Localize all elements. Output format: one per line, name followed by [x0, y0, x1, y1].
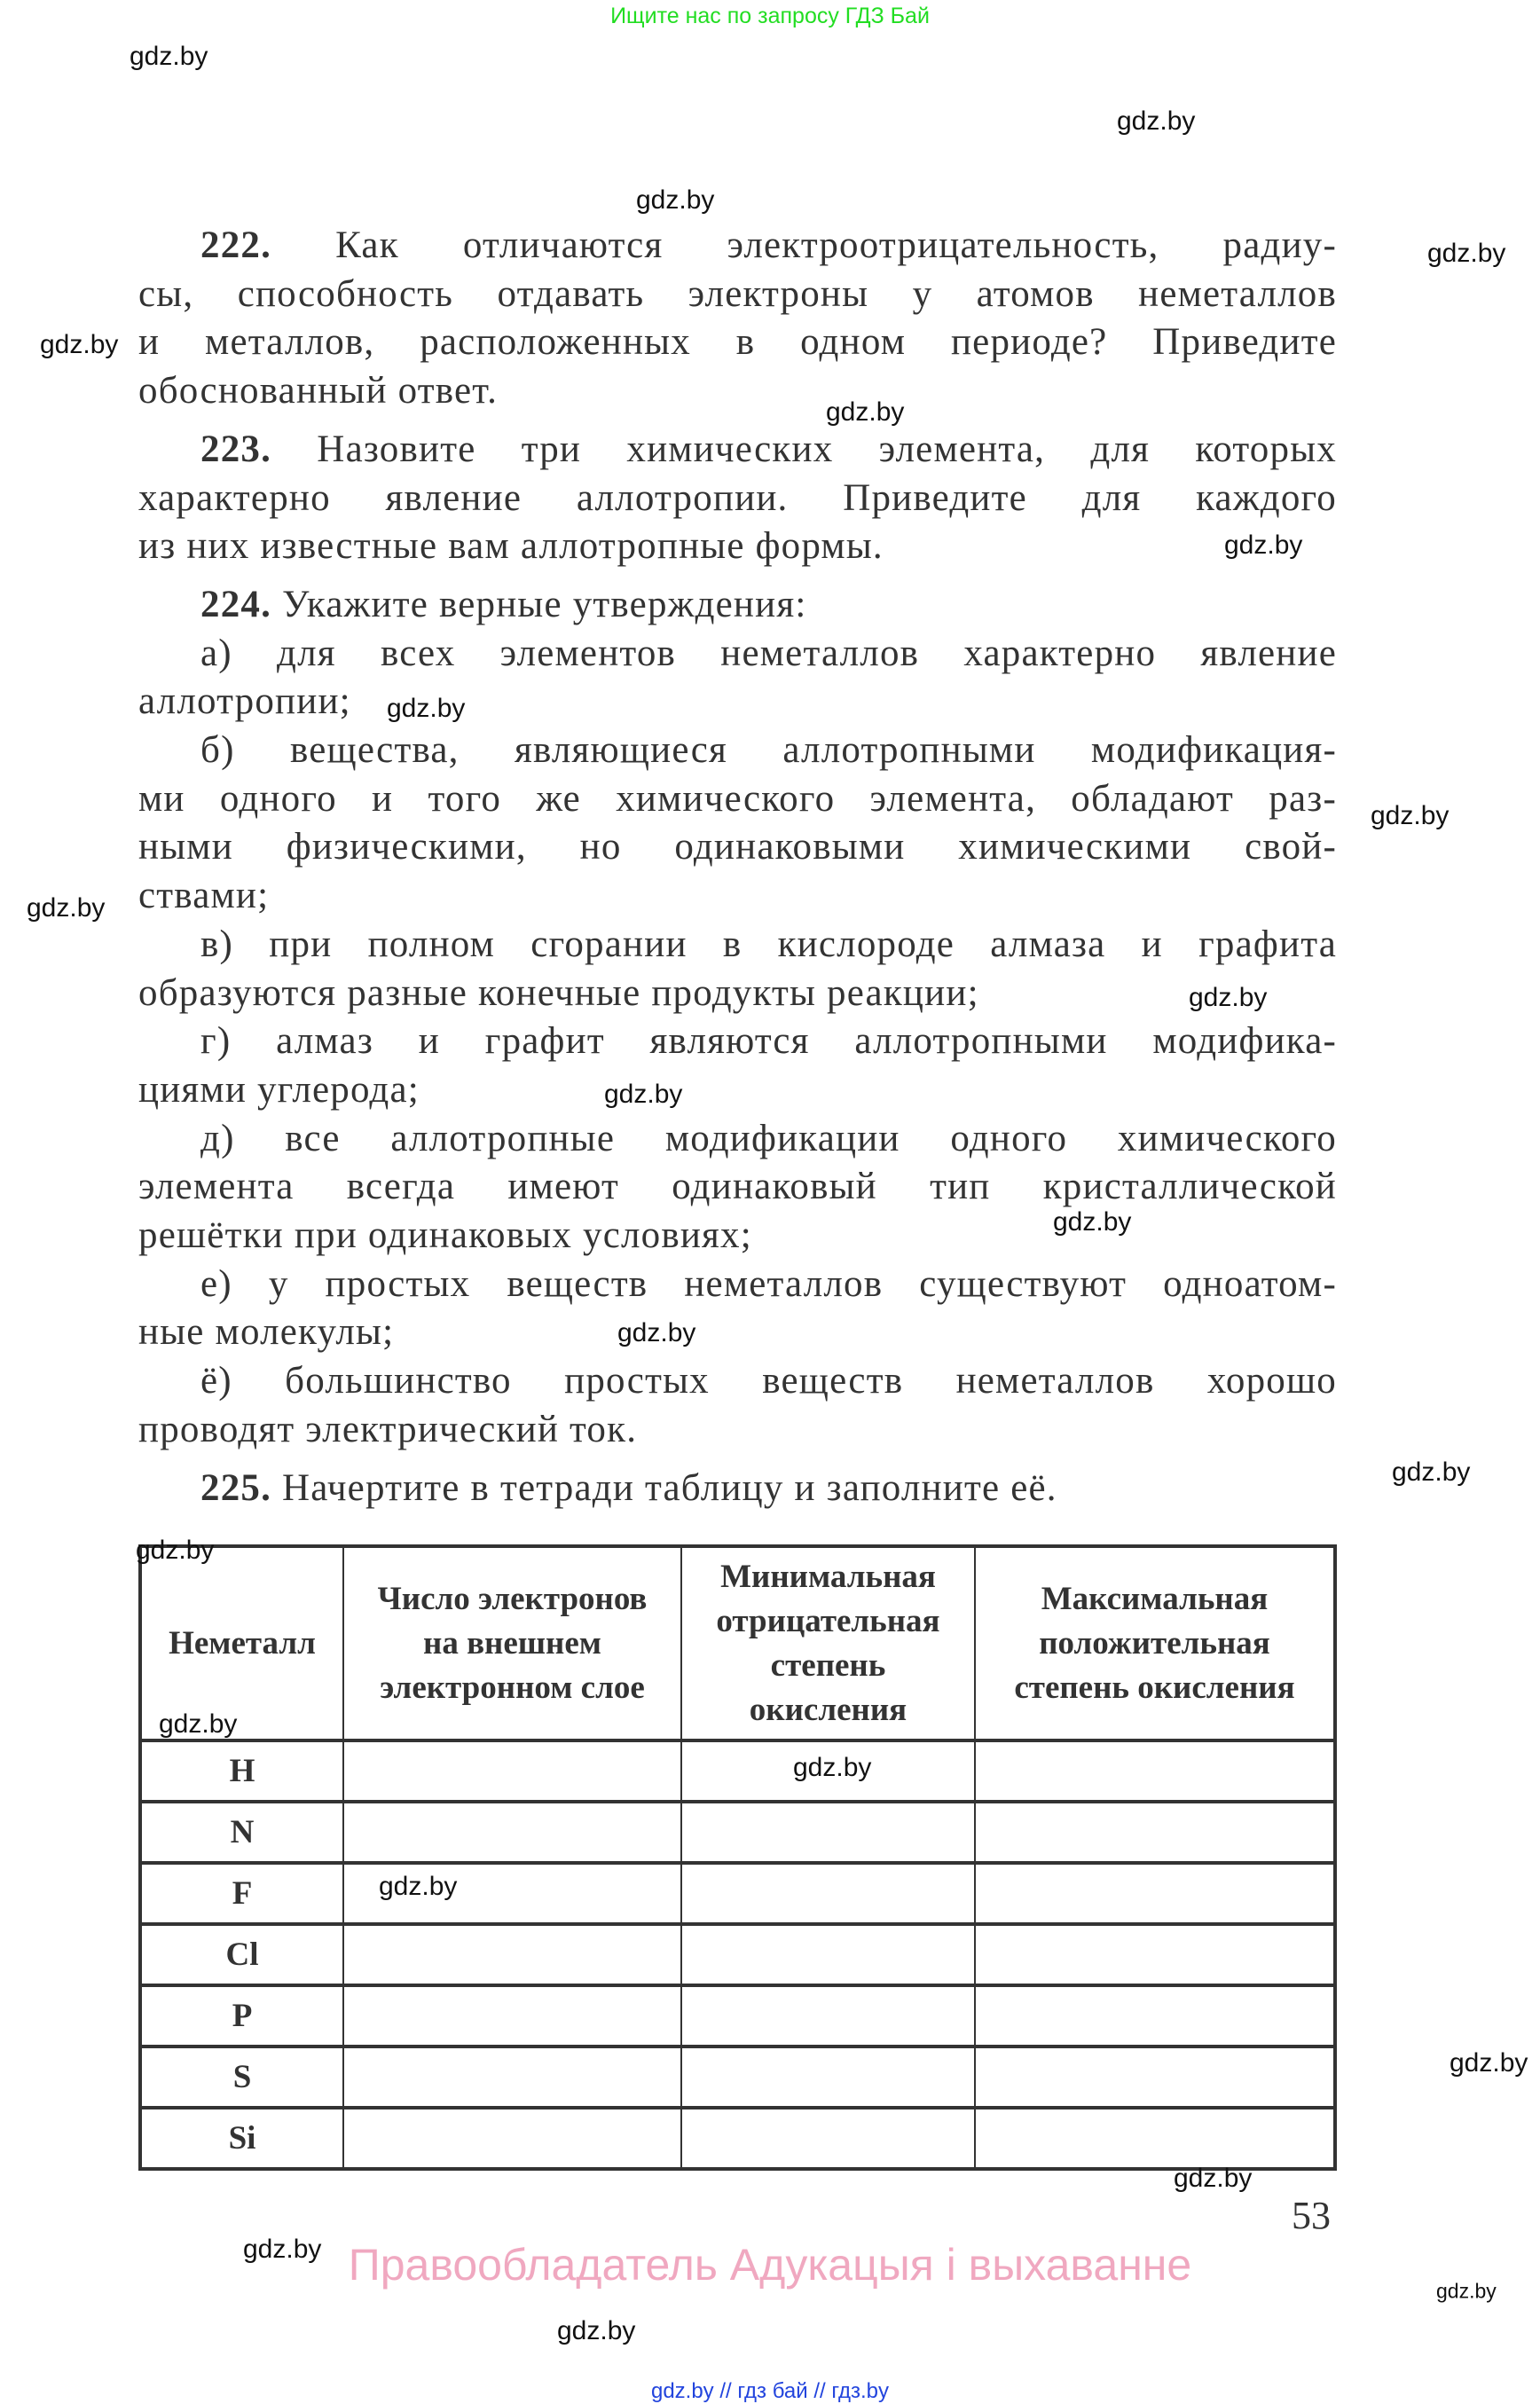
watermark: gdz.by	[1450, 2048, 1528, 2078]
element-cell: N	[140, 1802, 343, 1863]
table-row	[140, 1985, 1335, 2047]
task-222: 222. Как отличаются электроотрицательность, радиу- сы, способность отдавать электроны у атомов неметаллов и металлов, расположенных в одном периоде? Приведите обоснованный ответ.	[138, 222, 1337, 416]
table-header-row	[140, 1546, 1335, 1740]
header-outer-electrons: Число электронов на внешнем электронном слое	[343, 1546, 681, 1740]
watermark: gdz.by	[1117, 106, 1196, 136]
watermark: gdz.by	[617, 1318, 696, 1347]
watermark: gdz.by	[159, 1709, 238, 1739]
watermark: gdz.by	[1436, 2279, 1497, 2303]
watermark: gdz.by	[40, 330, 119, 359]
watermark: gdz.by	[379, 1872, 458, 1901]
watermark: gdz.by	[1053, 1207, 1132, 1237]
task-number: 224.	[200, 583, 272, 625]
search-banner[interactable]: Ищите нас по запросу ГДЗ Бай	[610, 4, 930, 28]
task-number: 225.	[200, 1466, 272, 1509]
table-row	[140, 2108, 1335, 2169]
option-g: г) алмаз и графит являются аллотропными модифика- циями углерода;	[138, 1020, 1337, 1111]
watermark: gdz.by	[604, 1080, 683, 1109]
watermark: gdz.by	[1189, 983, 1268, 1012]
element-cell: H	[140, 1740, 343, 1802]
watermark: gdz.by	[1427, 239, 1506, 268]
option-yo: ё) большинство простых веществ неметаллов хорошо проводят электрический ток.	[138, 1360, 1337, 1450]
header-nonmetal: Неметалл	[140, 1546, 343, 1740]
exercise-text	[138, 222, 1337, 1522]
watermark: gdz.by	[136, 1536, 215, 1565]
option-v: в) при полном сгорании в кислороде алмаза и графита образуются разные конечные продукты реакции;	[138, 923, 1337, 1014]
watermark: gdz.by	[793, 1753, 872, 1782]
option-a: а) для всех элементов неметаллов характерно явление аллотропии;	[138, 632, 1337, 723]
option-b: б) вещества, являющиеся аллотропными модификация- ми одного и того же химического элемента, обладают раз- ными физическими, но одинаковыми химическими свой- ствами;	[138, 729, 1337, 917]
element-cell: Cl	[140, 1924, 343, 1985]
task-223: 223. Назовите три химических элемента, для которых характерно явление аллотропии. Приведите для каждого из них известные вам аллотропные формы.	[138, 426, 1337, 571]
table-row	[140, 1863, 1335, 1924]
element-cell: Si	[140, 2108, 343, 2169]
watermark: gdz.by	[27, 893, 106, 923]
watermark: gdz.by	[1224, 530, 1303, 560]
watermark: gdz.by	[387, 694, 466, 723]
task-225: 225. Начертите в тетради таблицу и заполните её.	[200, 1466, 1057, 1509]
nonmetals-table	[138, 1544, 1337, 2171]
watermark: gdz.by	[826, 397, 905, 427]
option-d: д) все аллотропные модификации одного химического элемента всегда имеют одинаковый тип кристаллической решётки при одинаковых условиях;	[138, 1117, 1337, 1257]
task-224: 224. Укажите верные утверждения: а) для всех элементов неметаллов характерно явление аллотропии; б) вещества, являющиеся аллотропными модификация- ми одного и того же химического элемента, обладают раз- ными физическими, но одинаковыми химическими свой- ствами; в) при полном сгорании в кислороде алмаза и графита образуются разные конечные продукты реакции; г) алмаз и графит являются аллотропными модифика- циями углерода; д) все аллотропные модификации одного химического элемента всегда имеют одинаковый тип кристаллической решётки при одинаковых условиях; е) у простых веществ неметаллов существуют одноатом- ные молекулы; ё) большинство простых веществ неметаллов хорошо проводят электрический ток.	[138, 581, 1337, 1455]
text-line: сы, способность отдавать электроны у атомов неметаллов	[138, 272, 1337, 315]
table-row	[140, 1924, 1335, 1985]
watermark: gdz.by	[557, 2316, 636, 2345]
text-line: характерно явление аллотропии. Приведите для каждого	[138, 476, 1337, 519]
text-line: из них известные вам аллотропные формы.	[138, 525, 884, 568]
element-cell: P	[140, 1985, 343, 2047]
watermark: gdz.by	[130, 42, 208, 71]
text-line: обоснованный ответ.	[138, 370, 499, 412]
option-e: е) у простых веществ неметаллов существуют одноатом- ные молекулы;	[138, 1262, 1337, 1354]
watermark: gdz.by	[1174, 2164, 1253, 2193]
watermark: gdz.by	[1392, 1457, 1471, 1487]
element-cell: F	[140, 1863, 343, 1924]
table-row	[140, 1740, 1335, 1802]
task-number: 222.	[200, 224, 272, 266]
text-line: и металлов, расположенных в одном периоде? Приведите	[138, 321, 1337, 364]
header-min-oxidation: Минимальная отрицательная степень окисления	[681, 1546, 975, 1740]
task-number: 223.	[200, 428, 272, 470]
watermark: gdz.by	[636, 185, 715, 215]
page-number: 53	[1292, 2194, 1331, 2237]
table-row	[140, 1802, 1335, 1863]
element-cell: S	[140, 2047, 343, 2108]
table-row	[140, 2047, 1335, 2108]
bottom-links[interactable]: gdz.by // гдз бай // гдз.by	[650, 2379, 890, 2403]
watermark: gdz.by	[243, 2235, 322, 2264]
watermark: gdz.by	[1371, 801, 1450, 830]
header-max-oxidation: Максимальная положительная степень окисления	[975, 1546, 1335, 1740]
copyright-owner: Правообладатель Адукацыя і выхаванне	[348, 2240, 1192, 2290]
